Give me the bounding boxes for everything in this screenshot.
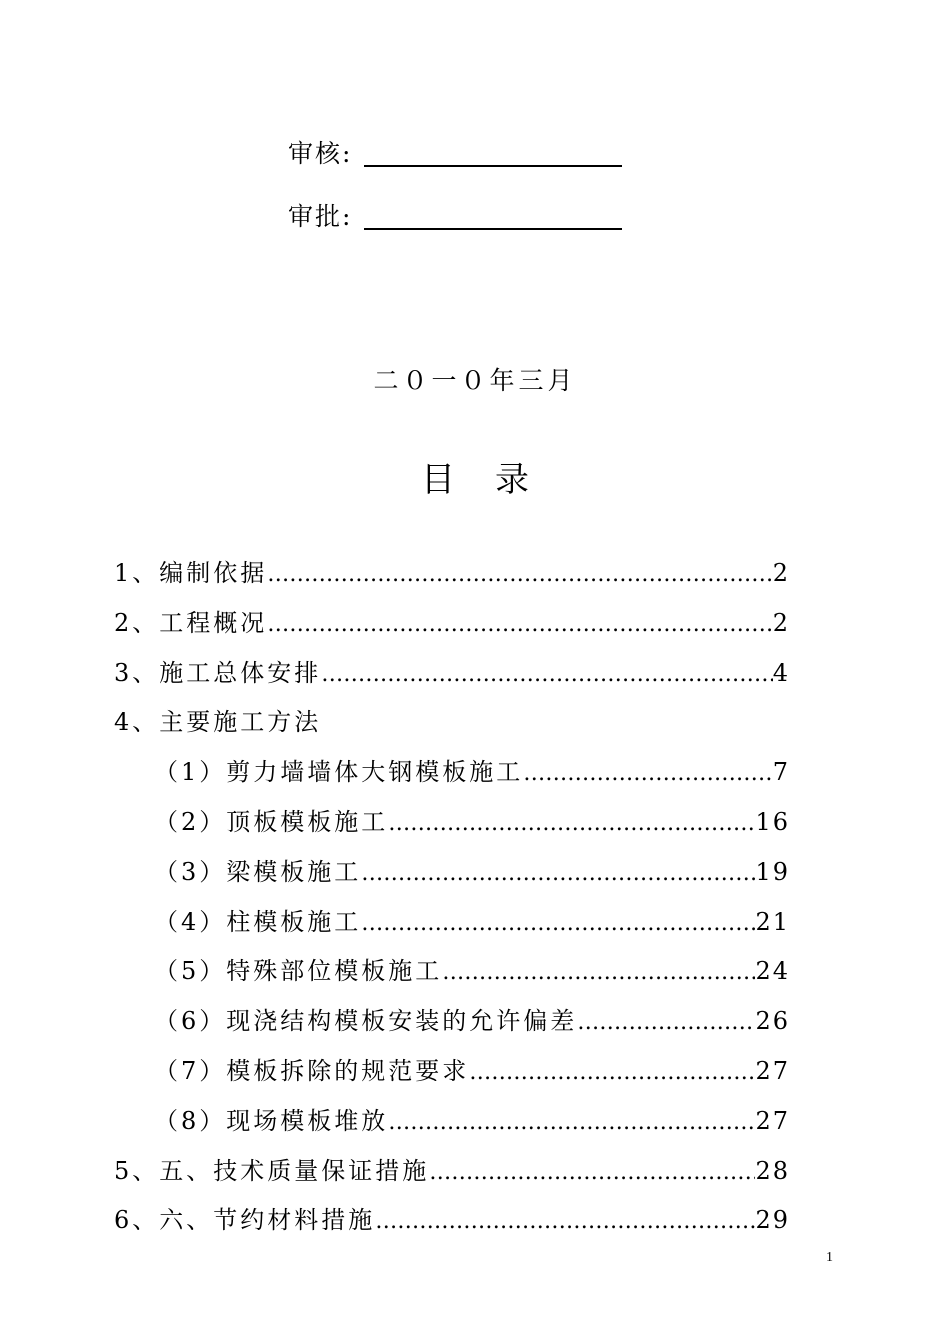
- toc-leader-dots: [388, 1105, 755, 1141]
- toc-leader-dots: [321, 657, 772, 693]
- approve-signature-row: [288, 201, 622, 233]
- toc-entry[interactable]: [114, 953, 790, 1003]
- toc-entry[interactable]: [114, 1053, 790, 1103]
- toc-entry[interactable]: [114, 804, 790, 854]
- toc-leader-dots: [267, 557, 772, 593]
- toc-entry-label: 6、六、节约材料措施: [114, 1206, 376, 1235]
- toc-entry[interactable]: [114, 904, 790, 954]
- toc-entry[interactable]: [114, 1103, 790, 1153]
- toc-entry-page: 29: [755, 1206, 790, 1235]
- approve-signature-line: [364, 228, 622, 230]
- toc-leader-dots: [375, 1204, 755, 1240]
- toc-entry-label: 1、编制依据: [114, 559, 268, 587]
- toc-leader-dots: [469, 1055, 755, 1091]
- toc-leader-dots: [523, 756, 772, 792]
- toc-entry-page: 2: [772, 559, 790, 587]
- toc-entry[interactable]: [114, 1153, 790, 1203]
- toc-entry[interactable]: [114, 1003, 790, 1053]
- toc-entry-label: （6）现浇结构模板安装的允许偏差: [154, 1007, 578, 1036]
- toc-entry-label: （7）模板拆除的规范要求: [154, 1056, 470, 1085]
- toc-entry-label: （1）剪力墙墙体大钢模板施工: [154, 758, 524, 787]
- review-label: 审核:: [288, 139, 353, 168]
- toc-entry-label: 2、工程概况: [114, 608, 268, 637]
- toc-entry-page: 28: [755, 1156, 790, 1185]
- toc-entry[interactable]: [114, 655, 790, 705]
- review-signature-line: [364, 165, 622, 167]
- toc-leader-dots: [577, 1005, 755, 1041]
- toc-entry-page: 27: [755, 1056, 790, 1085]
- document-date: 二０一０年三月: [373, 366, 577, 395]
- toc-entry-label: （4）柱模板施工: [154, 907, 362, 936]
- toc-entry[interactable]: [114, 754, 790, 804]
- toc-entry[interactable]: [114, 555, 790, 605]
- toc-entry-page: 16: [755, 807, 790, 836]
- toc-entry-label: （5）特殊部位模板施工: [154, 957, 443, 986]
- toc-leader-dots: [361, 906, 755, 942]
- toc-entry-label: 5、五、技术质量保证措施: [114, 1156, 430, 1185]
- toc-entry[interactable]: [114, 854, 790, 904]
- toc-entry[interactable]: [114, 704, 790, 754]
- table-of-contents: [114, 555, 790, 1252]
- toc-entry-label: （8）现场模板堆放: [154, 1106, 389, 1135]
- toc-leader-dots: [388, 806, 755, 842]
- toc-leader-dots: [429, 1155, 755, 1191]
- toc-entry-page: 21: [755, 907, 790, 936]
- approve-label: 审批:: [288, 202, 353, 231]
- toc-entry[interactable]: [114, 605, 790, 655]
- toc-entry-label: （2）顶板模板施工: [154, 807, 389, 836]
- toc-entry-page: 26: [755, 1007, 790, 1036]
- toc-entry-page: 24: [755, 957, 790, 986]
- toc-leader-dots: [361, 856, 755, 892]
- toc-entry[interactable]: [114, 1202, 790, 1252]
- page-number: 1: [826, 1250, 833, 1265]
- toc-entry-page: 4: [772, 658, 790, 687]
- toc-entry-label: 3、施工总体安排: [114, 658, 322, 687]
- toc-leader-dots: [442, 955, 755, 991]
- toc-title: 目录: [421, 460, 569, 500]
- toc-entry-label: （3）梁模板施工: [154, 857, 362, 886]
- toc-leader-dots: [267, 607, 772, 643]
- toc-entry-label: 4、主要施工方法: [114, 708, 322, 737]
- review-signature-row: [288, 138, 622, 170]
- toc-entry-page: 7: [772, 758, 790, 787]
- toc-entry-page: 2: [772, 608, 790, 637]
- toc-entry-page: 27: [755, 1106, 790, 1135]
- toc-entry-page: 19: [755, 857, 790, 886]
